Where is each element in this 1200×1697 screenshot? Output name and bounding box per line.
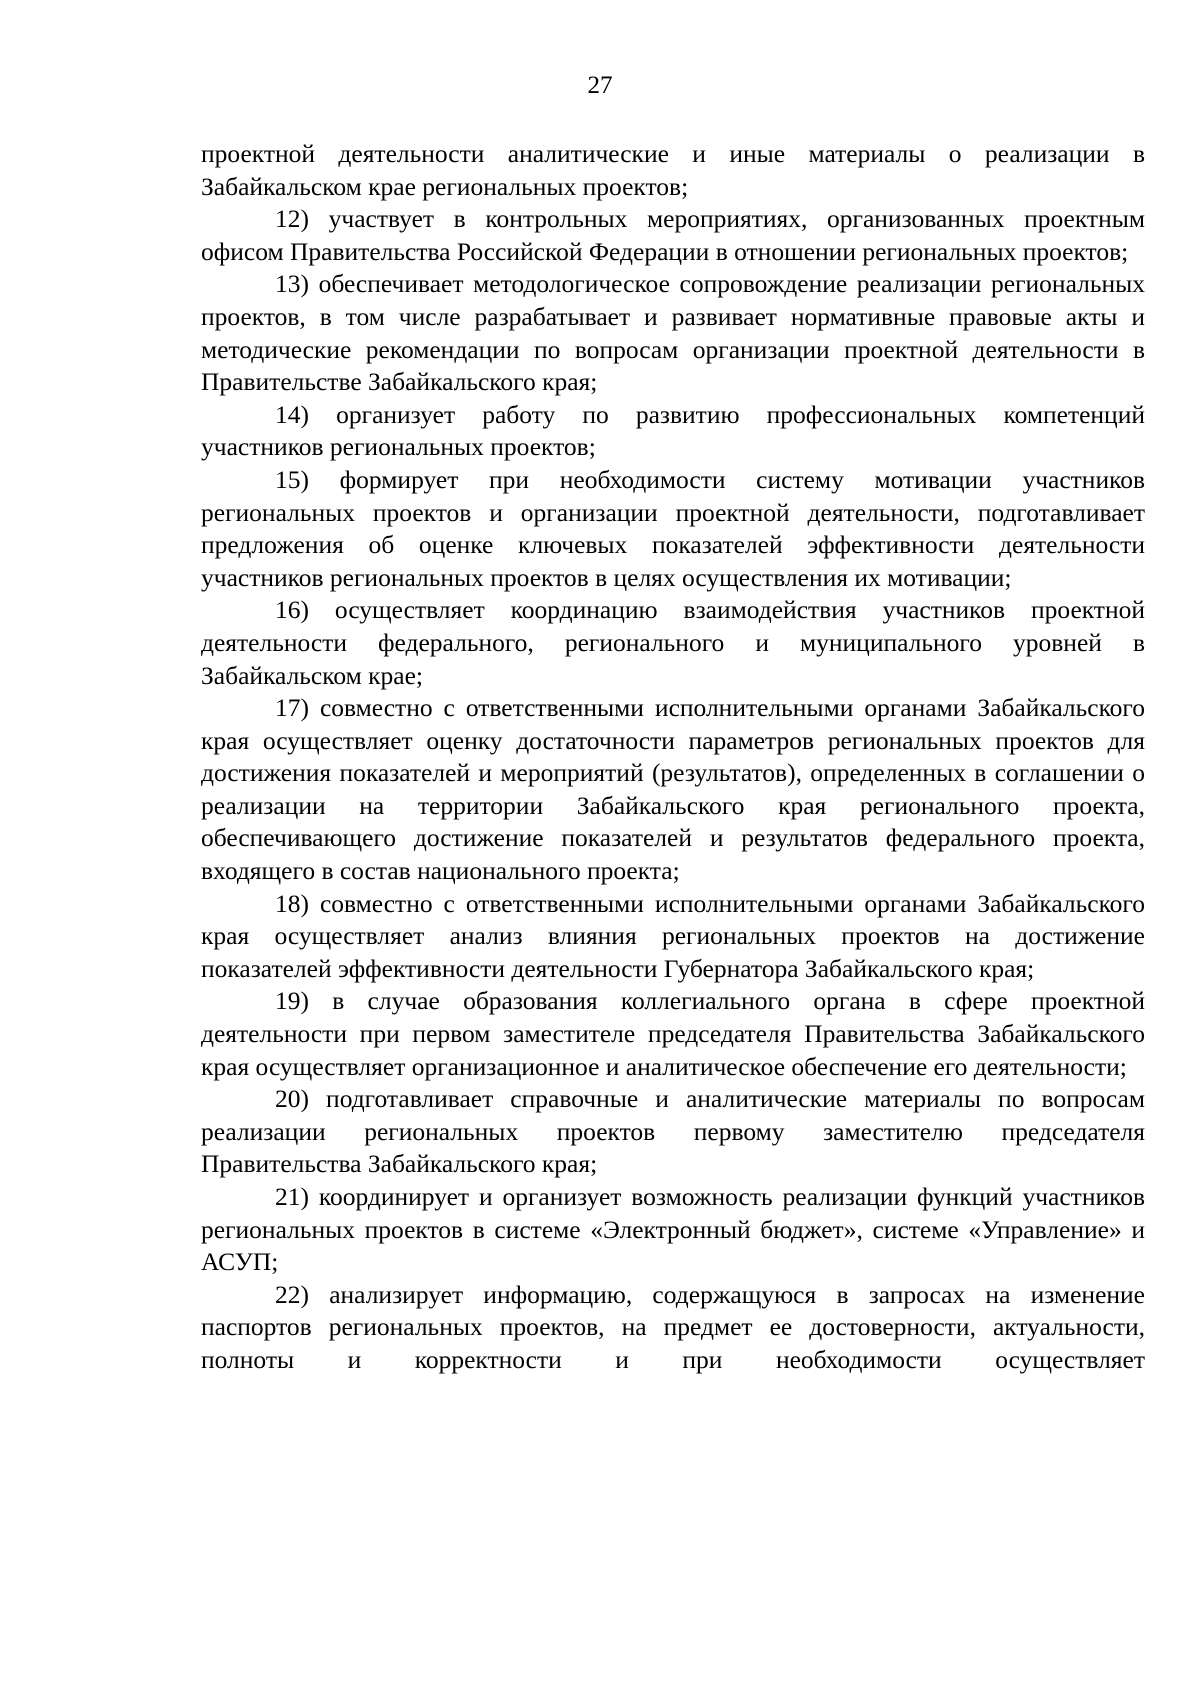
paragraph-item-12: 12) участвует в контрольных мероприятиях, организованных проектным офисом Правительства Российской Федерации в отношении региональных проектов;: [201, 204, 1145, 266]
paragraph-item-21: 21) координирует и организует возможность реализации функций участников региональных проектов в системе «Электронный бюджет», системе «Управление» и АСУП;: [201, 1182, 1145, 1277]
paragraph-item-22: 22) анализирует информацию, содержащуюся в запросах на изменение паспортов региональных проектов, на предмет ее достоверности, актуальности, полноты и корректности и при необходимости осуществляет: [201, 1279, 1145, 1374]
paragraph-continuation: проектной деятельности аналитические и иные материалы о реализации в Забайкальском крае региональных проектов;: [201, 139, 1145, 201]
paragraph-item-13: 13) обеспечивает методологическое сопровождение реализации региональных проектов, в том числе разрабатывает и развивает нормативные правовые акты и методические рекомендации по вопросам организации проектной деятельности в Правительстве Забайкальского края;: [201, 269, 1145, 397]
paragraph-item-19: 19) в случае образования коллегиального органа в сфере проектной деятельности при первом заместителе председателя Правительства Забайкальского края осуществляет организационное и аналитическое обеспечение его деятельности;: [201, 986, 1145, 1081]
paragraph-item-20: 20) подготавливает справочные и аналитические материалы по вопросам реализации региональных проектов первому заместителю председателя Правительства Забайкальского края;: [201, 1084, 1145, 1179]
document-body: [201, 138, 1145, 1377]
paragraph-item-14: 14) организует работу по развитию профессиональных компетенций участников региональных проектов;: [201, 399, 1145, 462]
page-number: 27: [587, 72, 613, 99]
paragraph-item-18: 18) совместно с ответственными исполнительными органами Забайкальского края осуществляет анализ влияния региональных проектов на достижение показателей эффективности деятельности Губернатора Забайкальского края;: [201, 888, 1145, 983]
paragraph-item-16: 16) осуществляет координацию взаимодействия участников проектной деятельности федерального, регионального и муниципального уровней в Забайкальском крае;: [201, 595, 1145, 690]
paragraph-item-15: 15) формирует при необходимости систему мотивации участников региональных проектов и организации проектной деятельности, подготавливает предложения об оценке ключевых показателей эффективности деятельности участников региональных проектов в целях осуществления их мотивации;: [201, 464, 1145, 592]
paragraph-item-17: 17) совместно с ответственными исполнительными органами Забайкальского края осуществляет оценку достаточности параметров региональных проектов для достижения показателей и мероприятий (результатов), определенных в соглашении о реализации на территории Забайкальского края регионального проекта, обеспечивающего достижение показателей и результатов федерального проекта, входящего в состав национального проекта;: [201, 693, 1145, 886]
